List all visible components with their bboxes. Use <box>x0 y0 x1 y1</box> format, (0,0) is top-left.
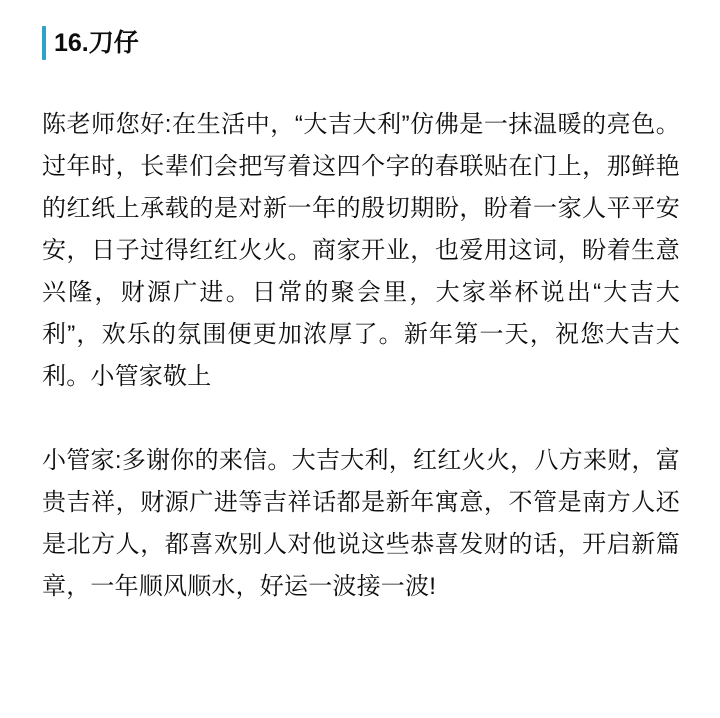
paragraph-reply: 小管家:多谢你的来信。大吉大利，红红火火，八方来财，富贵吉祥，财源广进等吉祥话都是新年寓意，不管是南方人还是北方人，都喜欢别人对他说这些恭喜发财的话，开启新篇章，一年顺风顺水，好运一波接一波! <box>42 447 680 600</box>
document-title <box>42 26 680 60</box>
title-accent-bar <box>42 26 46 60</box>
page-title: 16.刀仔 <box>54 29 139 57</box>
paragraph-letter: 陈老师您好:在生活中，“大吉大利”仿佛是一抹温暖的亮色。过年时，长辈们会把写着这四个字的春联贴在门上，那鲜艳的红纸上承载的是对新一年的殷切期盼，盼着一家人平平安安，日子过得红红火火。商家开业，也爱用这词，盼着生意兴隆，财源广进。日常的聚会里，大家举杯说出“大吉大利”，欢乐的氛围便更加浓厚了。新年第一天，祝您大吉大利。小管家敬上 <box>42 111 680 390</box>
